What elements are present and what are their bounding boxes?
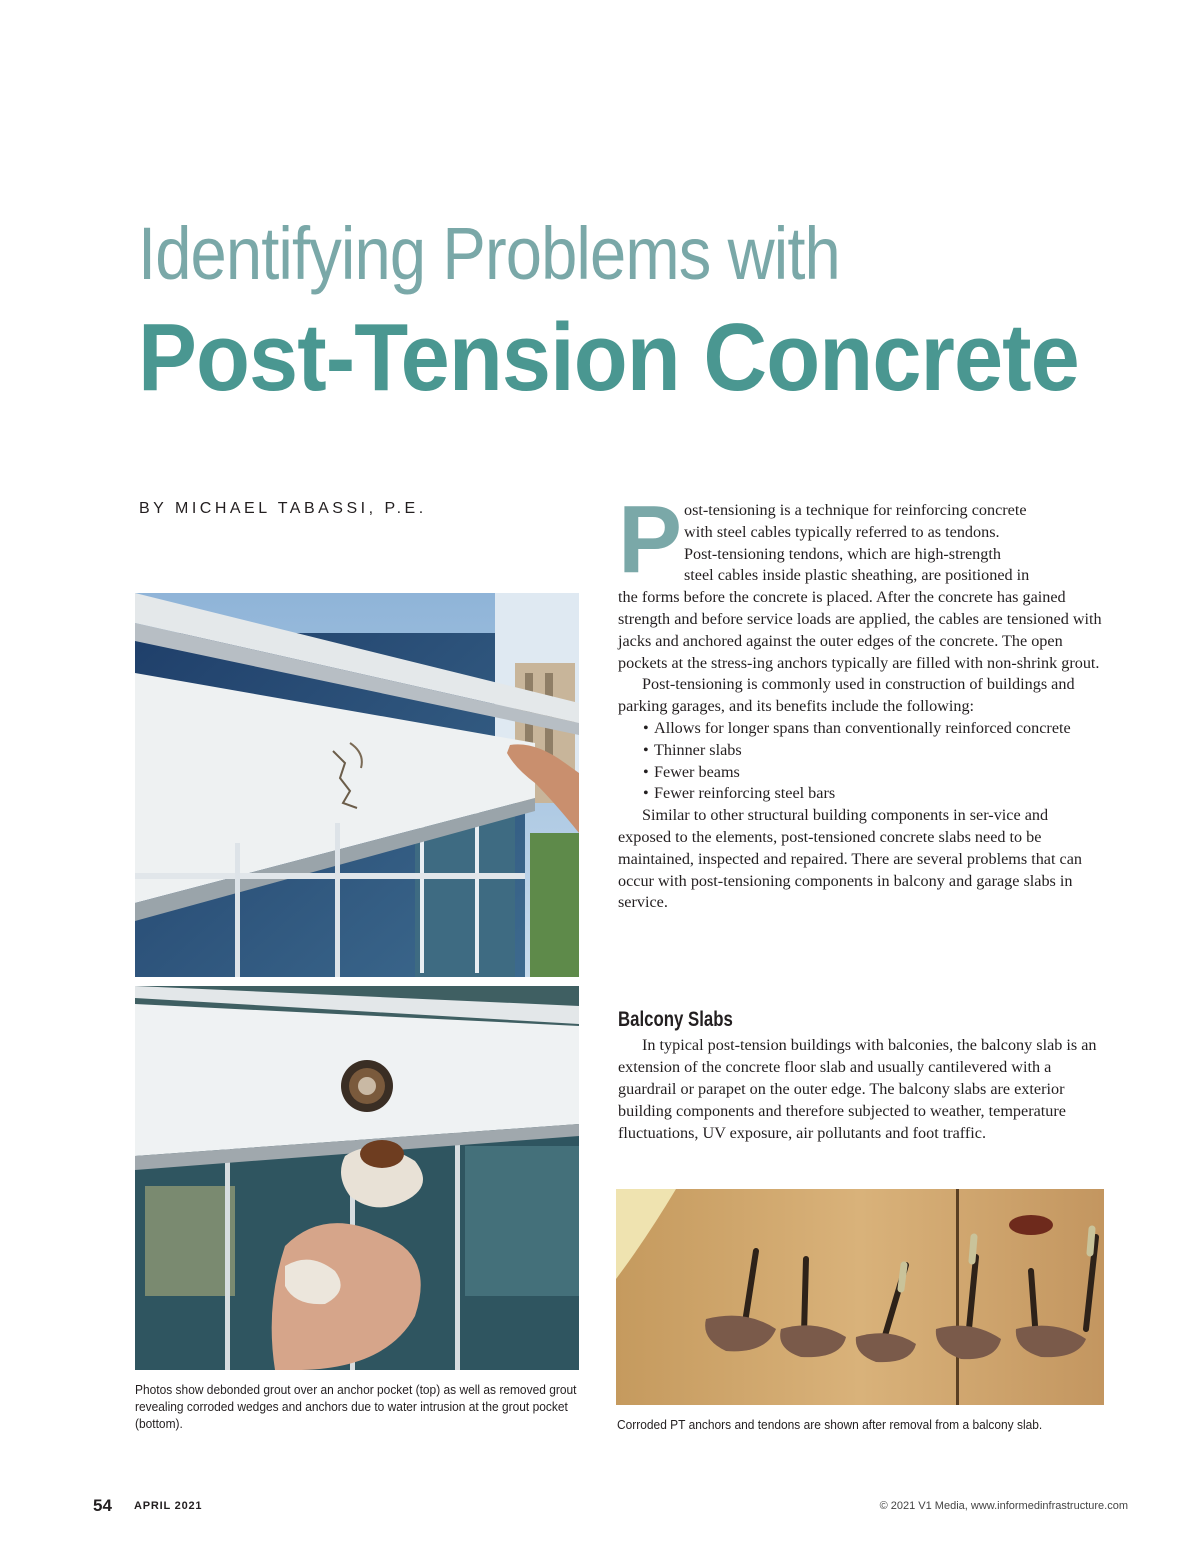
body-paragraph: In typical post-tension buildings with balconies, the balcony slab is an extension of the concrete floor slab and usually cantilevered with a guardrail or parapet on the outer edge. The balcony slabs are exterior building components and therefore subjected to weather, temperature fluctuations, UV exposure, air pollutants and foot traffic. — [618, 1036, 1097, 1142]
section-heading: Balcony Slabs — [618, 1008, 733, 1031]
list-item: • Allows for longer spans than conventionally reinforced concrete — [654, 718, 1104, 740]
photo-caption-right: Corroded PT anchors and tendons are shown after removal from a balcony slab. — [617, 1417, 1043, 1432]
page-number: 54 — [93, 1496, 112, 1515]
copyright-credit: © 2021 V1 Media, www.informedinfrastructure.com — [879, 1500, 1128, 1512]
drop-cap: P — [618, 486, 683, 593]
list-item: • Fewer reinforcing steel bars — [654, 783, 1104, 805]
headline-line-2: Post-Tension Concrete — [138, 304, 1079, 411]
byline: BY MICHAEL TABASSI, P.E. — [139, 500, 427, 517]
headline-line-1: Identifying Problems with — [138, 212, 840, 295]
photo-corroded-anchors — [616, 1189, 1104, 1405]
body-paragraph: Similar to other structural building components in ser-vice and exposed to the elements, post-tensioned concrete slabs need to be maintained, inspected and repaired. There are several problems that can occur with post-tensioning components in balcony and garage slabs in service. — [618, 806, 1082, 912]
photo-debonded-grout — [135, 593, 579, 977]
issue-date: APRIL 2021 — [134, 1500, 203, 1512]
body-line: with steel cables typically referred to as tendons. — [684, 522, 1000, 541]
body-line: steel cables inside plastic sheathing, are positioned in — [684, 566, 1030, 585]
body-paragraph: Post-tensioning is commonly used in construction of buildings and parking garages, and its benefits include the following: — [618, 675, 1075, 716]
body-line: Post-tensioning tendons, which are high-strength — [684, 544, 1001, 563]
body-line: ost-tensioning is a technique for reinforcing concrete — [684, 501, 1027, 519]
list-item: • Thinner slabs — [654, 740, 1104, 762]
article-body — [618, 486, 1104, 914]
benefits-list — [618, 718, 1104, 805]
photo-removed-grout — [135, 986, 579, 1370]
article-body-continued — [618, 1034, 1104, 1144]
list-item: • Fewer beams — [654, 762, 1104, 784]
photo-caption-left: Photos show debonded grout over an anchor pocket (top) as well as removed grout revealing corroded wedges and anchors due to water intrusion at the grout pocket (bottom). — [135, 1382, 577, 1431]
body-paragraph: the forms before the concrete is placed. After the concrete has gained strength and before service loads are applied, the cables are tensioned with jacks and anchored against the outer edges of the concrete. The open pockets at the stress-ing anchors typically are filled with non-shrink grout. — [618, 588, 1102, 672]
